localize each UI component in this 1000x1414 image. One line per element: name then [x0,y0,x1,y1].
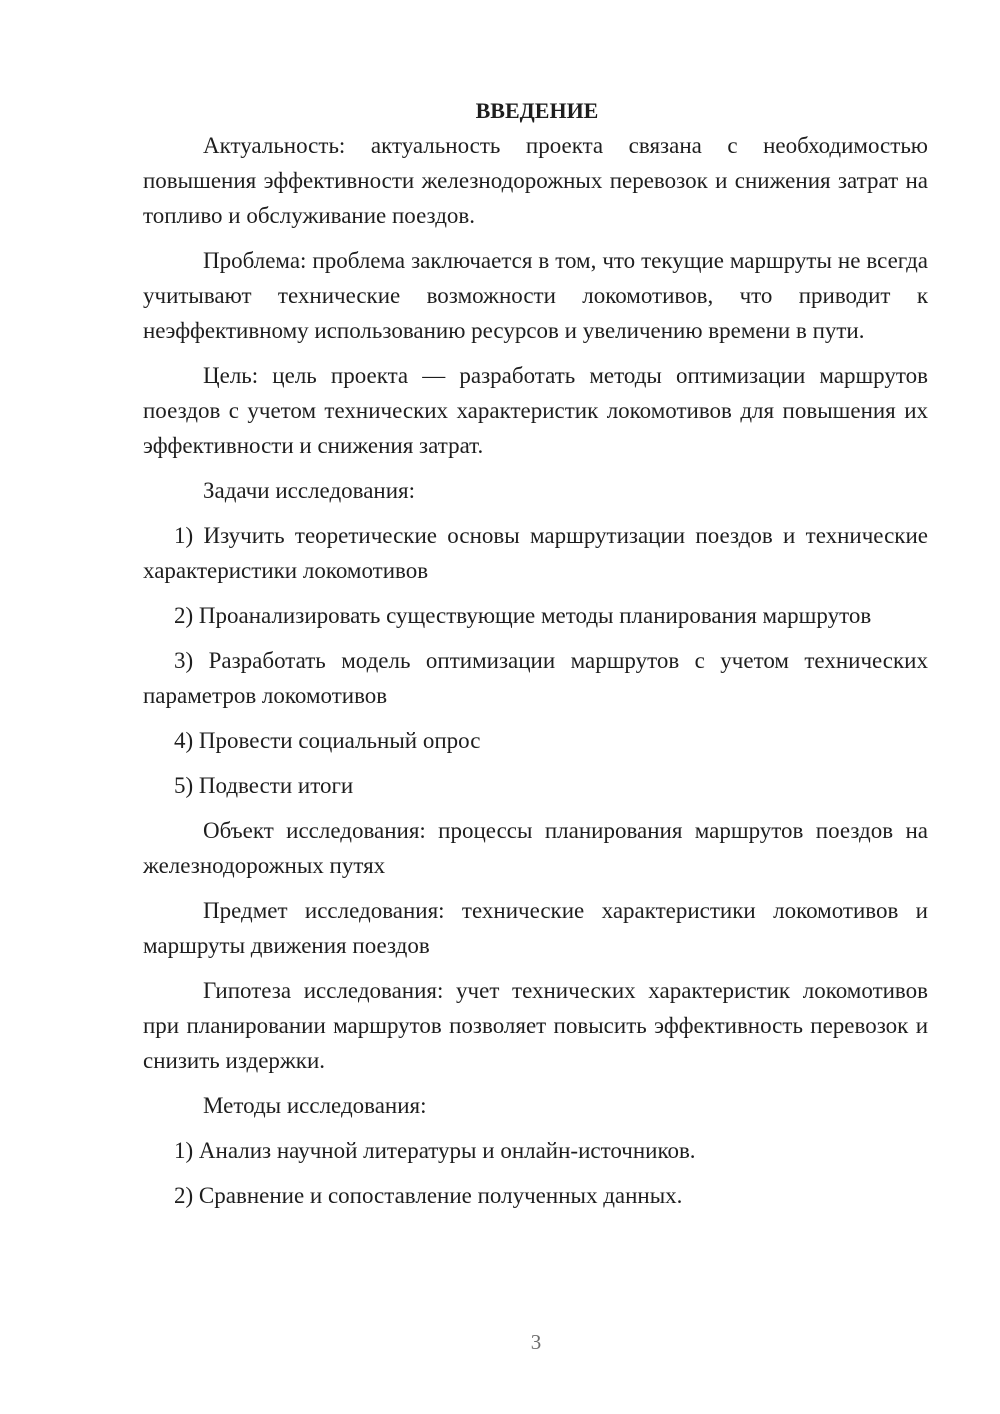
task-item-3: 3) Разработать модель оптимизации маршрутов с учетом технических параметров локомотивов [143,648,928,708]
task-item-5: 5) Подвести итоги [174,773,354,798]
subject-paragraph: Предмет исследования: технические характеристики локомотивов и маршруты движения поездов [143,898,928,958]
task-item-1: 1) Изучить теоретические основы маршрутизации поездов и технические характеристики локомотивов [143,523,928,583]
task-item-4: 4) Провести социальный опрос [174,728,481,753]
object-paragraph: Объект исследования: процессы планирования маршрутов поездов на железнодорожных путях [143,818,928,878]
problem-paragraph: Проблема: проблема заключается в том, что текущие маршруты не всегда учитывают технические возможности локомотивов, что приводит к неэффективному использованию ресурсов и увеличению времени в пути. [143,248,928,343]
goal-paragraph: Цель: цель проекта — разработать методы оптимизации маршрутов поездов с учетом технических характеристик локомотивов для повышения их эффективности и снижения затрат. [143,363,928,458]
page-content [143,94,928,1213]
hypothesis-paragraph: Гипотеза исследования: учет технических характеристик локомотивов при планировании маршрутов позволяет повысить эффективность перевозок и снизить издержки. [143,978,928,1073]
page-number: 3 [530,1330,542,1354]
section-heading: ВВЕДЕНИЕ [475,98,599,123]
tasks-title: Задачи исследования: [203,478,416,503]
methods-title: Методы исследования: [203,1093,427,1118]
relevance-paragraph: Актуальность: актуальность проекта связана с необходимостью повышения эффективности железнодорожных перевозок и снижения затрат на топливо и обслуживание поездов. [143,133,928,228]
task-item-2: 2) Проанализировать существующие методы планирования маршрутов [174,603,872,628]
method-item-1: 1) Анализ научной литературы и онлайн-источников. [174,1138,696,1163]
method-item-2: 2) Сравнение и сопоставление полученных данных. [174,1183,683,1208]
